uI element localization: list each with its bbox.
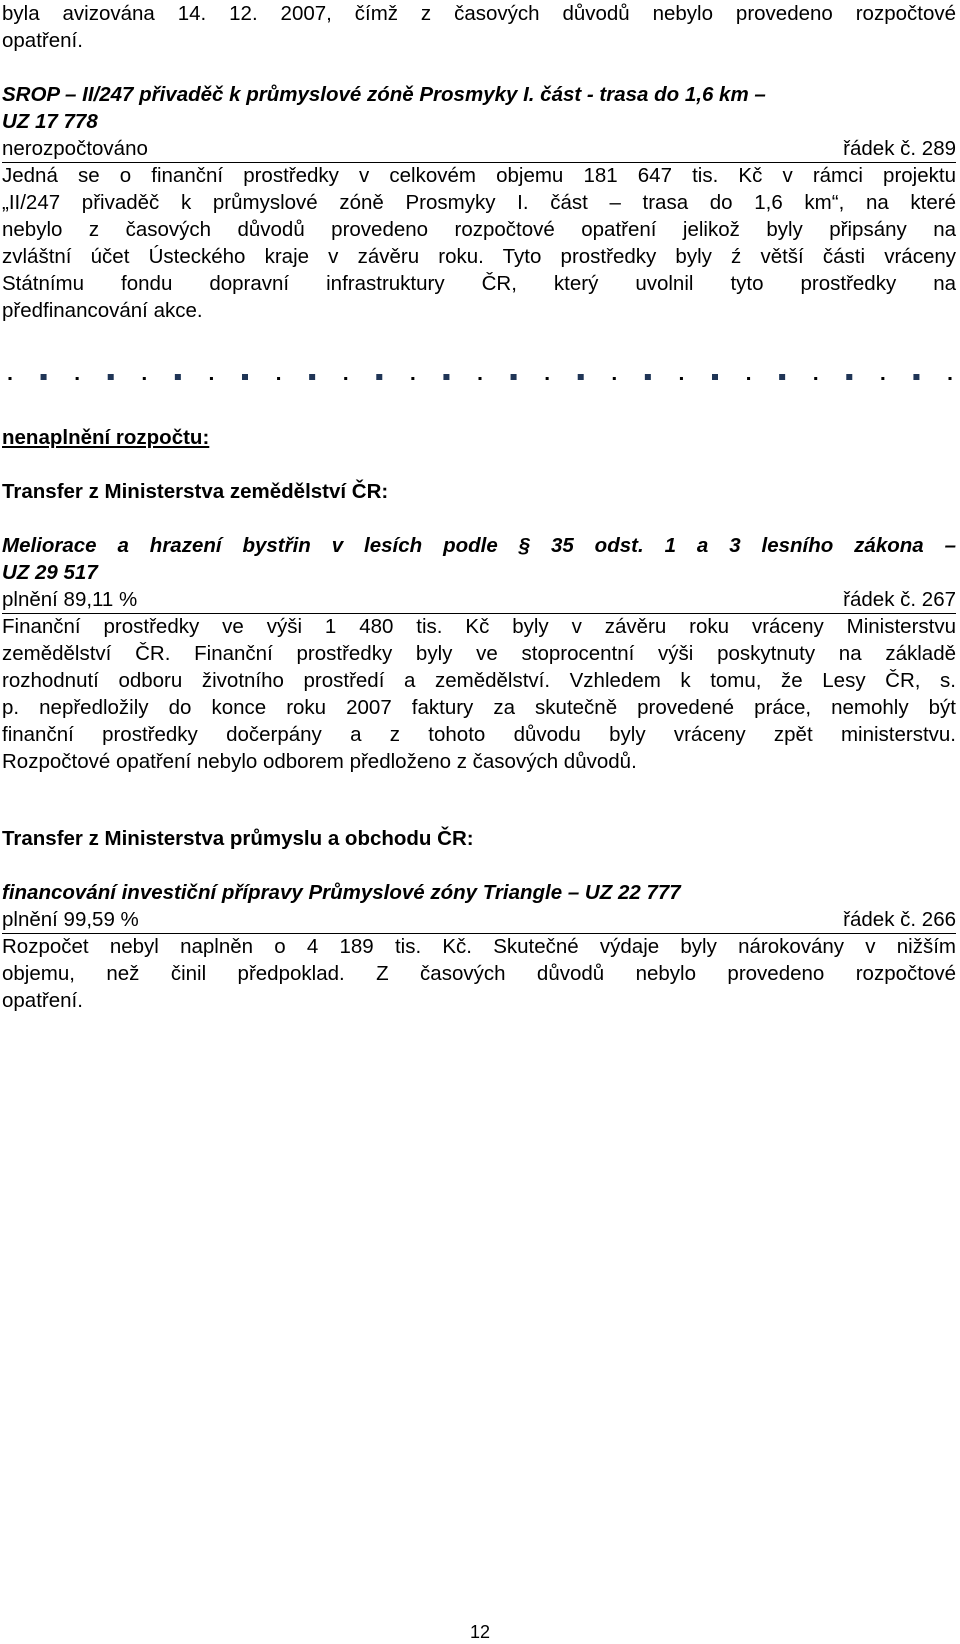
mze-line: Rozpočtové opatření nebylo odborem předloženo z časových důvodů. bbox=[2, 750, 637, 773]
transfer-mpo-heading: Transfer z Ministerstva průmyslu a obchodu ČR: bbox=[2, 827, 474, 850]
srop-line: předfinancování akce. bbox=[2, 299, 203, 322]
separator-square bbox=[175, 374, 181, 380]
separator-dot bbox=[613, 377, 616, 380]
separator-square bbox=[846, 374, 852, 380]
separator-dot bbox=[277, 377, 280, 380]
separator-square bbox=[511, 374, 517, 380]
mze-line: rozhodnutí odboru životního prostředí a zemědělství. Vzhledem k tomu, že Lesy ČR, s. bbox=[2, 669, 956, 692]
separator-dot bbox=[546, 377, 549, 380]
mze-item-heading: Meliorace a hrazení bystřin v lesích podle § 35 odst. 1 a 3 lesního zákona – bbox=[2, 534, 956, 557]
separator-dot bbox=[143, 377, 146, 380]
separator-dot bbox=[479, 377, 482, 380]
srop-line: nebylo z časových důvodů provedeno rozpočtové opatření jelikož byly připsány na bbox=[2, 218, 956, 241]
srop-heading: SROP – II/247 přivaděč k průmyslové zóně Prosmyky I. část - trasa do 1,6 km – bbox=[2, 83, 766, 106]
separator-square bbox=[779, 374, 785, 380]
separator-square bbox=[913, 374, 919, 380]
srop-line: „II/247 přivaděč k průmyslové zóně Prosmyky I. část – trasa do 1,6 km“, na které bbox=[2, 191, 956, 214]
mze-line: Finanční prostředky ve výši 1 480 tis. Kč byly v závěru roku vráceny Ministerstvu bbox=[2, 615, 956, 638]
mpo-line: Rozpočet nebyl naplněn o 4 189 tis. Kč. Skutečné výdaje byly nárokovány v nižším bbox=[2, 935, 956, 958]
separator-dot bbox=[881, 377, 884, 380]
separator-square bbox=[645, 374, 651, 380]
separator-square bbox=[108, 374, 114, 380]
mze-line: finanční prostředky dočerpány a z tohoto důvodu byly vráceny zpět ministerstvu. bbox=[2, 723, 956, 746]
separator-square bbox=[578, 374, 584, 380]
separator-dot bbox=[411, 377, 414, 380]
separator-dot bbox=[9, 377, 12, 380]
mze-item-uz: UZ 29 517 bbox=[2, 561, 98, 584]
mpo-line: objemu, než činil předpoklad. Z časových důvodů nebylo provedeno rozpočtové bbox=[2, 962, 956, 985]
mpo-meta-row bbox=[2, 906, 956, 934]
srop-line: Státnímu fondu dopravní infrastruktury ČR, který uvolnil tyto prostředky na bbox=[2, 272, 956, 295]
separator-dot bbox=[680, 377, 683, 380]
mpo-row-number: řádek č. 266 bbox=[843, 908, 956, 931]
section-title: nenaplnění rozpočtu: bbox=[2, 426, 210, 449]
mze-plneni: plnění 89,11 % bbox=[2, 588, 138, 611]
srop-heading-uz: UZ 17 778 bbox=[2, 110, 98, 133]
separator-square bbox=[712, 374, 718, 380]
srop-row-number: řádek č. 289 bbox=[843, 137, 956, 160]
separator-square bbox=[309, 374, 315, 380]
separator-dot bbox=[747, 377, 750, 380]
mpo-plneni: plnění 99,59 % bbox=[2, 908, 139, 931]
srop-line: Jedná se o finanční prostředky v celkovém objemu 181 647 tis. Kč v rámci projektu bbox=[2, 164, 956, 187]
separator-square bbox=[443, 374, 449, 380]
separator-square bbox=[242, 374, 248, 380]
mze-row-number: řádek č. 267 bbox=[843, 588, 956, 611]
mze-meta-row bbox=[2, 586, 956, 614]
srop-meta-row bbox=[2, 135, 956, 163]
paragraph-line: byla avizována 14. 12. 2007, čímž z časových důvodů nebylo provedeno rozpočtové bbox=[2, 2, 956, 25]
dotted-separator bbox=[2, 370, 956, 384]
mpo-item-heading: financování investiční přípravy Průmyslové zóny Triangle – UZ 22 777 bbox=[2, 881, 681, 904]
srop-status: nerozpočtováno bbox=[2, 137, 148, 160]
page-number: 12 bbox=[469, 1622, 491, 1642]
separator-dot bbox=[210, 377, 213, 380]
mze-line: zemědělství ČR. Finanční prostředky byly ve stoprocentní výši poskytnuty na základě bbox=[2, 642, 956, 665]
separator-dot bbox=[344, 377, 347, 380]
transfer-mze-heading: Transfer z Ministerstva zemědělství ČR: bbox=[2, 480, 389, 503]
paragraph-line: opatření. bbox=[2, 29, 83, 52]
separator-dot bbox=[949, 377, 952, 380]
separator-dot bbox=[76, 377, 79, 380]
separator-dot bbox=[814, 377, 817, 380]
srop-line: zvláštní účet Ústeckého kraje v závěru roku. Tyto prostředky byly ź větší části vráceny bbox=[2, 245, 956, 268]
mpo-line: opatření. bbox=[2, 989, 83, 1012]
mze-line: p. nepředložily do konce roku 2007 faktury za skutečně provedené práce, nemohly být bbox=[2, 696, 956, 719]
separator-square bbox=[376, 374, 382, 380]
separator-square bbox=[41, 374, 47, 380]
